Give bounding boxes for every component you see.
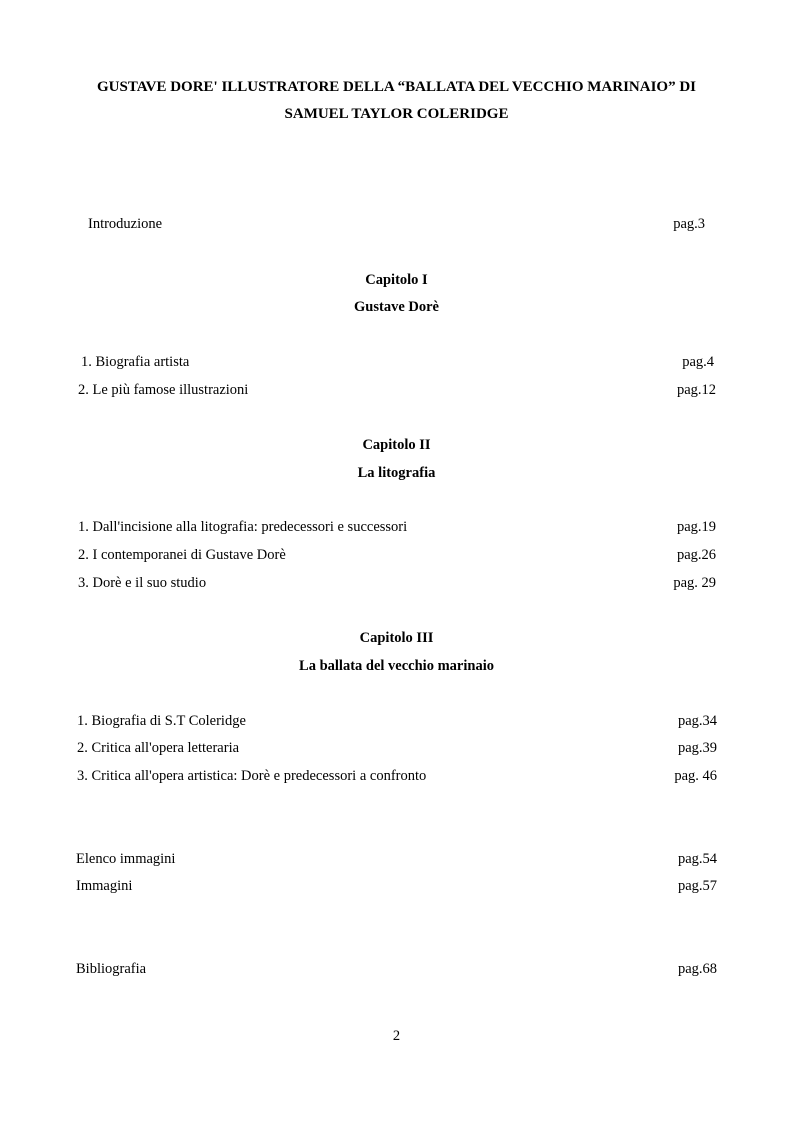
toc-entry-page: pag.54 <box>677 851 717 867</box>
toc-entry <box>77 711 717 731</box>
toc-entry <box>78 573 716 593</box>
toc-entry-label: 1. Biografia di S.T Coleridge <box>77 713 246 729</box>
toc-entry-label: 1. Biografia artista <box>81 354 190 370</box>
toc-entry-label: 2. I contemporanei di Gustave Dorè <box>78 547 286 563</box>
chapter-2-subtitle: La litografia <box>357 465 436 481</box>
chapter-3-heading: Capitolo III <box>359 630 434 646</box>
page-number: 2 <box>392 1028 401 1044</box>
toc-entry <box>78 545 716 565</box>
toc-entry-label: 2. Critica all'opera letteraria <box>77 740 240 756</box>
toc-entry-label: 1. Dall'incisione alla litografia: predecessori e successori <box>78 519 408 535</box>
toc-entry-label: 2. Le più famose illustrazioni <box>78 382 249 398</box>
toc-entry-label: Elenco immagini <box>76 851 176 867</box>
toc-entry-label: 3. Critica all'opera artistica: Dorè e predecessori a confronto <box>77 768 427 784</box>
toc-entry <box>77 766 717 786</box>
chapter-2-heading: Capitolo II <box>362 437 431 453</box>
toc-entry-page: pag.34 <box>677 713 717 729</box>
toc-entry-label: 3. Dorè e il suo studio <box>78 575 207 591</box>
toc-entry-label: Immagini <box>76 878 133 894</box>
document-title <box>60 74 733 128</box>
chapter-1-heading: Capitolo I <box>365 272 428 288</box>
toc-entry-page: pag.57 <box>677 878 717 894</box>
chapter-1-subtitle: Gustave Dorè <box>354 299 439 315</box>
toc-entry-page: pag. 29 <box>673 575 716 591</box>
toc-entry-bibliografia <box>76 959 717 979</box>
toc-entry-elenco-immagini <box>76 849 717 869</box>
chapter-3-subtitle: La ballata del vecchio marinaio <box>299 658 494 674</box>
toc-entry-label: Bibliografia <box>76 961 147 977</box>
toc-entry-page: pag. 46 <box>674 768 717 784</box>
title-line-2: SAMUEL TAYLOR COLERIDGE <box>284 106 509 122</box>
toc-entry-page: pag.3 <box>673 216 705 232</box>
toc-entry-page: pag.19 <box>676 519 716 535</box>
title-line-1: GUSTAVE DORE' ILLUSTRATORE DELLA “BALLATA DEL VECCHIO MARINAIO” DI <box>96 79 697 95</box>
toc-entry-page: pag.26 <box>676 547 716 563</box>
toc-entry <box>81 352 714 372</box>
toc-entry-label: Introduzione <box>88 216 163 232</box>
toc-entry-introduzione <box>88 214 705 234</box>
toc-entry-page: pag.68 <box>677 961 717 977</box>
toc-entry <box>77 738 717 758</box>
toc-entry <box>78 517 716 537</box>
toc-entry-immagini <box>76 876 717 896</box>
toc-entry-page: pag.4 <box>682 354 714 370</box>
toc-entry <box>78 380 716 400</box>
toc-entry-page: pag.12 <box>676 382 716 398</box>
toc-entry-page: pag.39 <box>677 740 717 756</box>
